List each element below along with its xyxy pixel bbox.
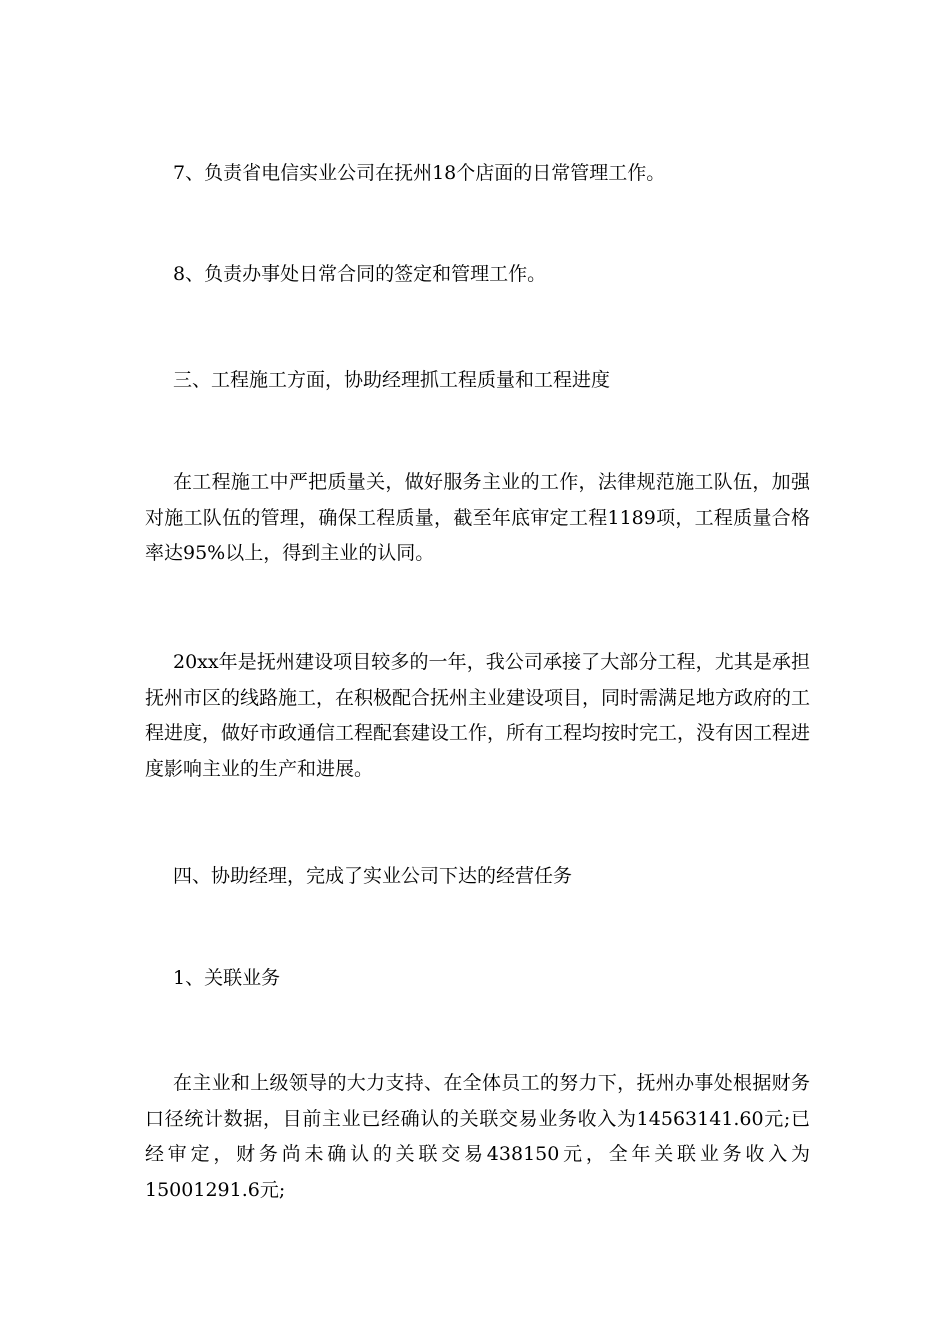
paragraph-construction-projects: 20xx年是抚州建设项目较多的一年，我公司承接了大部分工程，尤其是承担抚州市区的线路施工，在积极配合抚州主业建设项目，同时需满足地方政府的工程进度，做好市政通信工程配套建设工作，所有工程均按时完工，没有因工程进度影响主业的生产和进展。 xyxy=(145,651,811,780)
section-heading-3: 三、工程施工方面，协助经理抓工程质量和工程进度 xyxy=(173,369,611,391)
paragraph-item-8: 8、负责办事处日常合同的签定和管理工作。 xyxy=(173,263,547,285)
subsection-heading-1: 1、关联业务 xyxy=(173,967,281,989)
paragraph-construction-quality: 在工程施工中严把质量关，做好服务主业的工作，法律规范施工队伍，加强对施工队伍的管理，确保工程质量，截至年底审定工程1189项，工程质量合格率达95%以上，得到主业的认同。 xyxy=(145,471,810,564)
paragraph-item-7: 7、负责省电信实业公司在抚州18个店面的日常管理工作。 xyxy=(173,162,666,184)
section-heading-4: 四、协助经理，完成了实业公司下达的经营任务 xyxy=(173,865,573,887)
paragraph-related-business: 在主业和上级领导的大力支持、在全体员工的努力下，抚州办事处根据财务口径统计数据，目前主业已经确认的关联交易业务收入为14563141.60元;已经审定，财务尚未确认的关联交易438150元，全年关联业务收入为15001291.6元; xyxy=(145,1072,810,1201)
